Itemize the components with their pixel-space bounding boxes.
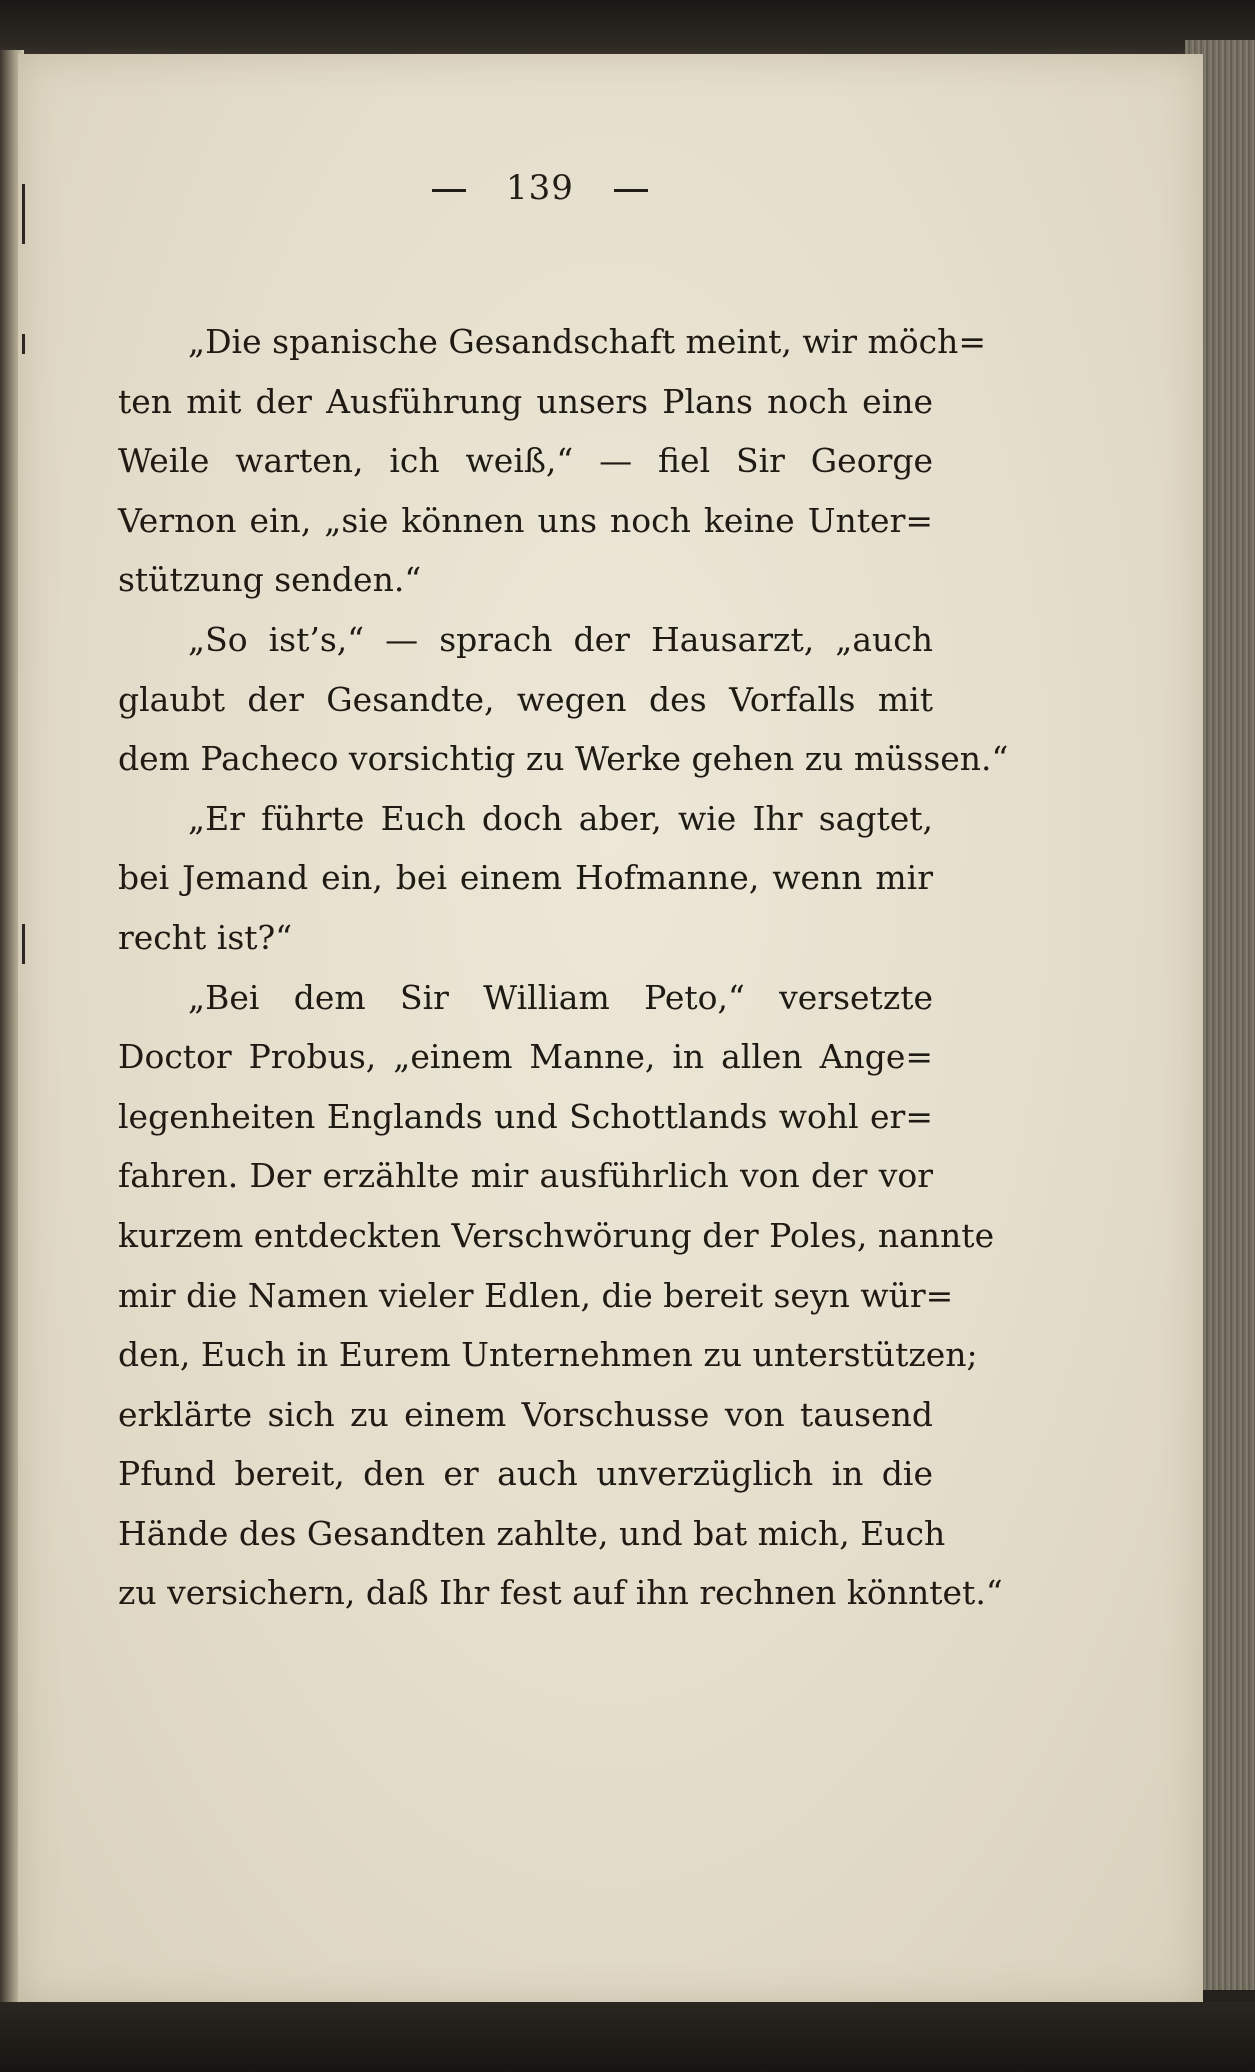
text-line: Vernon ein, „sie können uns noch keine Unter= <box>118 500 933 540</box>
text-line: Hände des Gesandten zahlte, und bat mich, Euch <box>118 1513 946 1553</box>
text-line: „So ist’s,“ — sprach der Hausarzt, „auch <box>188 619 933 659</box>
margin-mark <box>22 334 25 354</box>
text-line: ten mit der Ausführung unsers Plans noch eine <box>118 381 933 421</box>
margin-mark <box>22 184 25 244</box>
page-number: 139 <box>506 168 574 208</box>
text-line: Weile warten, ich weiß,“ — fiel Sir George <box>118 441 933 481</box>
text-line: bei Jemand ein, bei einem Hofmanne, wenn mir <box>118 858 933 898</box>
text-line: Doctor Probus, „einem Manne, in allen Ange= <box>118 1037 933 1077</box>
text-line: mir die Namen vieler Edlen, die bereit seyn wür= <box>118 1275 954 1315</box>
text-line: „Er führte Euch doch aber, wie Ihr sagtet, <box>188 798 933 838</box>
text-line: kurzem entdeckten Verschwörung der Poles, nannte <box>118 1215 995 1255</box>
page-number-header <box>360 168 720 208</box>
body-text <box>118 312 1009 1623</box>
text-line: den, Euch in Eurem Unternehmen zu unterstützen; <box>118 1335 978 1375</box>
text-line: Pfund bereit, den er auch unverzüglich in die <box>118 1454 933 1494</box>
text-line: fahren. Der erzählte mir ausführlich von der vor <box>118 1156 933 1196</box>
text-line: stützung senden.“ <box>118 560 422 600</box>
text-line: zu versichern, daß Ihr fest auf ihn rechnen könntet.“ <box>118 1573 1003 1613</box>
text-line: „Bei dem Sir William Peto,“ versetzte <box>188 977 933 1017</box>
text-line: recht ist?“ <box>118 917 293 957</box>
text-line: glaubt der Gesandte, wegen des Vorfalls mit <box>118 679 933 719</box>
text-line: dem Pacheco vorsichtig zu Werke gehen zu müssen.“ <box>118 739 1009 779</box>
header-dash <box>432 189 466 192</box>
margin-mark <box>22 924 25 964</box>
text-line: „Die spanische Gesandschaft meint, wir möch= <box>188 322 987 361</box>
text-line: legenheiten Englands und Schottlands wohl er= <box>118 1096 933 1136</box>
book-bottom-edge <box>0 2002 1255 2072</box>
book-top-edge <box>0 0 1255 60</box>
header-dash <box>614 189 648 192</box>
text-line: erklärte sich zu einem Vorschusse von tausend <box>118 1394 933 1434</box>
